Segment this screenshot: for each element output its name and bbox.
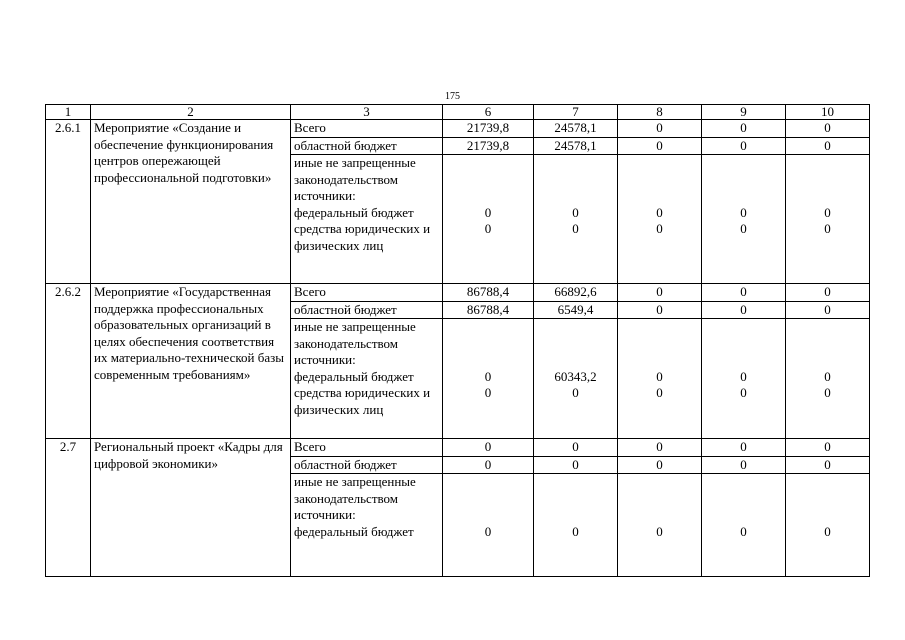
value-cell: 0: [702, 137, 786, 155]
value-cell: 0: [484, 385, 492, 400]
source-label: областной бюджет: [291, 301, 443, 319]
value-cell: 0: [824, 221, 831, 236]
value-cell: 0: [702, 439, 786, 457]
value-cell: 0: [572, 385, 579, 400]
item-code: 2.6.1: [46, 120, 91, 284]
header-cell: 8: [618, 105, 702, 120]
value-cell: 0: [702, 456, 786, 474]
federal-label: федеральный бюджет: [294, 368, 414, 384]
value-cell: 0: [824, 523, 831, 539]
value-cell: 0: [786, 284, 870, 302]
header-cell: 10: [786, 105, 870, 120]
value-stack: [443, 474, 534, 577]
item-name: Мероприятие «Создание и обеспечение функционирования центров опережающей профессиональной подготовки»: [91, 120, 291, 284]
header-cell: 1: [46, 105, 91, 120]
value-cell: 0: [786, 120, 870, 138]
other-sources-label: иные не запрещенные законодательством источники:: [294, 319, 416, 367]
value-cell: 21739,8: [443, 120, 534, 138]
value-cell: 0: [702, 301, 786, 319]
page-number: 175: [445, 91, 460, 102]
value-cell: 0: [786, 456, 870, 474]
value-cell: 0: [618, 120, 702, 138]
value-cell: 0: [534, 439, 618, 457]
value-stack: [534, 474, 618, 577]
value-cell: 0: [572, 523, 579, 539]
value-cell: 6549,4: [534, 301, 618, 319]
item-code: 2.7: [46, 439, 91, 577]
table-row: [46, 439, 870, 457]
value-cell: 24578,1: [534, 137, 618, 155]
source-label: Всего: [291, 439, 443, 457]
header-cell: 9: [702, 105, 786, 120]
value-stack: [786, 474, 870, 577]
source-other: [291, 474, 443, 577]
source-label: Всего: [291, 120, 443, 138]
value-stack: [443, 319, 534, 439]
value-cell: 0: [572, 221, 579, 236]
value-cell: 0: [618, 137, 702, 155]
source-label: областной бюджет: [291, 456, 443, 474]
header-cell: 3: [291, 105, 443, 120]
header-cell: 6: [443, 105, 534, 120]
legal-label: средства юридических и физических лиц: [294, 385, 431, 417]
value-cell: 0: [656, 523, 663, 539]
source-label: Всего: [291, 284, 443, 302]
value-cell: 0: [786, 439, 870, 457]
value-stack: [786, 155, 870, 284]
legal-label: средства юридических и физических лиц: [294, 221, 431, 253]
other-sources-label: иные не запрещенные законодательством источники:: [294, 155, 416, 203]
value-cell: 0: [702, 284, 786, 302]
value-cell: 0: [702, 120, 786, 138]
value-cell: 21739,8: [443, 137, 534, 155]
value-cell: 0: [740, 204, 747, 220]
value-cell: 0: [484, 204, 492, 220]
value-cell: 0: [824, 368, 831, 384]
value-stack: [534, 319, 618, 439]
value-stack: [702, 319, 786, 439]
header-cell: 7: [534, 105, 618, 120]
value-cell: 0: [656, 368, 663, 384]
value-cell: 24578,1: [534, 120, 618, 138]
value-cell: 0: [534, 456, 618, 474]
value-stack: [786, 319, 870, 439]
source-other: [291, 155, 443, 284]
value-cell: 60343,2: [554, 368, 597, 384]
value-cell: 86788,4: [443, 284, 534, 302]
value-cell: 0: [740, 221, 747, 236]
value-cell: 0: [824, 204, 831, 220]
value-stack: [702, 474, 786, 577]
value-stack: [534, 155, 618, 284]
value-cell: 0: [740, 368, 747, 384]
value-cell: 0: [656, 385, 663, 400]
value-cell: 0: [786, 137, 870, 155]
budget-table: [45, 104, 870, 577]
source-other: [291, 319, 443, 439]
value-cell: 0: [572, 204, 579, 220]
other-sources-label: иные не запрещенные законодательством источники:: [294, 474, 416, 522]
federal-label: федеральный бюджет: [294, 523, 414, 539]
value-cell: 0: [786, 301, 870, 319]
value-stack: [702, 155, 786, 284]
source-label: областной бюджет: [291, 137, 443, 155]
value-cell: 0: [484, 523, 492, 539]
value-stack: [618, 155, 702, 284]
value-cell: 0: [618, 284, 702, 302]
value-cell: 0: [656, 221, 663, 236]
value-cell: 86788,4: [443, 301, 534, 319]
value-cell: 0: [484, 368, 492, 384]
value-stack: [618, 319, 702, 439]
federal-label: федеральный бюджет: [294, 204, 414, 220]
item-code: 2.6.2: [46, 284, 91, 439]
value-cell: 66892,6: [534, 284, 618, 302]
value-stack: [618, 474, 702, 577]
header-row: [46, 105, 870, 120]
value-cell: 0: [618, 456, 702, 474]
item-name: Региональный проект «Кадры для цифровой экономики»: [91, 439, 291, 577]
value-cell: 0: [618, 439, 702, 457]
item-name: Мероприятие «Государственная поддержка профессиональных образовательных организаций в целях обеспечения соответствия их материально-технической базы современным требованиям»: [91, 284, 291, 439]
table-row: [46, 120, 870, 138]
table-row: [46, 284, 870, 302]
header-cell: 2: [91, 105, 291, 120]
value-cell: 0: [740, 523, 747, 539]
value-stack: [443, 155, 534, 284]
value-cell: 0: [656, 204, 663, 220]
value-cell: 0: [443, 439, 534, 457]
value-cell: 0: [740, 385, 747, 400]
value-cell: 0: [443, 456, 534, 474]
value-cell: 0: [484, 221, 492, 236]
value-cell: 0: [618, 301, 702, 319]
value-cell: 0: [824, 385, 831, 400]
